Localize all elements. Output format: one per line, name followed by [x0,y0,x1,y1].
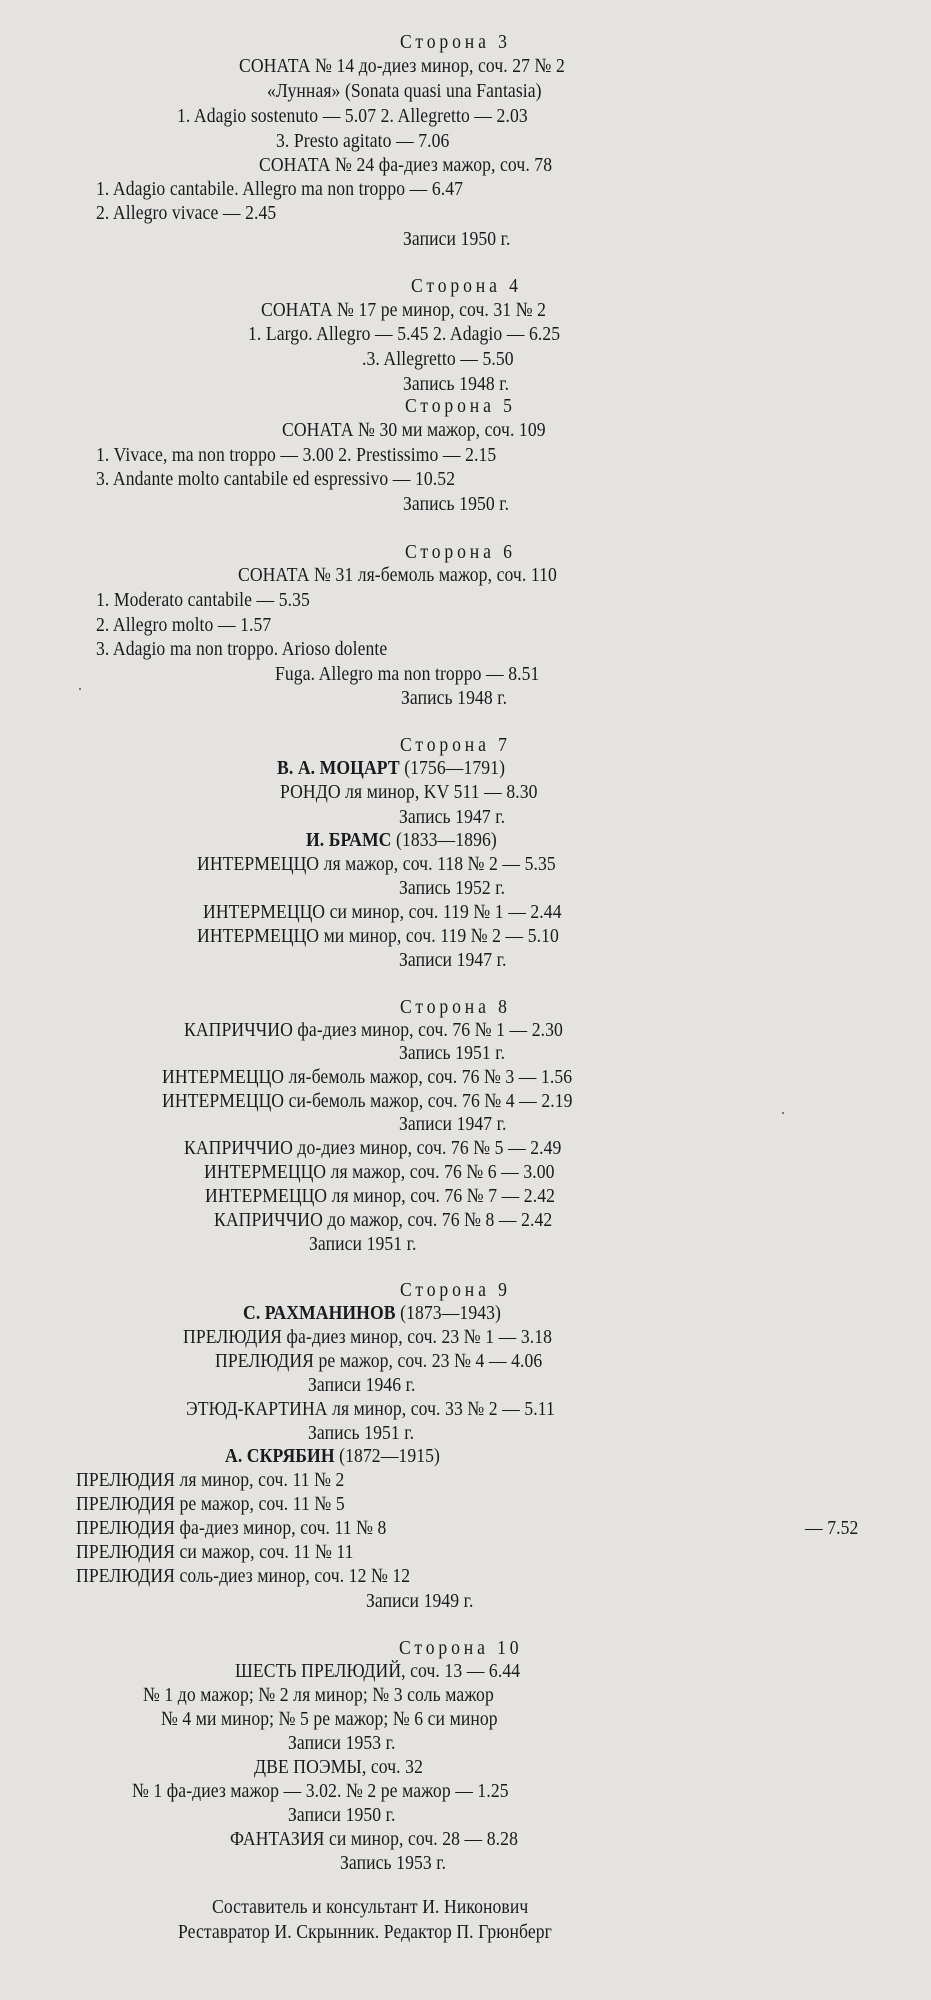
intermezzo-76-3: ИНТЕРМЕЦЦО ля-бемоль мажор, соч. 76 № 3 — 1.56 [162,1066,573,1088]
side-9-heading: Сторона 9 [400,1279,511,1301]
composer-name: А. СКРЯБИН [225,1445,335,1467]
recording-year: Записи 1946 г. [308,1374,416,1396]
side-4-heading: Сторона 4 [411,275,522,297]
prelude-23-4: ПРЕЛЮДИЯ ре мажор, соч. 23 № 4 — 4.06 [215,1350,543,1372]
etude-tableau-33-2: ЭТЮД-КАРТИНА ля минор, соч. 33 № 2 — 5.11 [186,1398,555,1420]
sonata-31-movement-1: 1. Moderato cantabile — 5.35 [96,589,310,611]
side-5-heading: Сторона 5 [405,395,516,417]
sonata-30-title: СОНАТА № 30 ми мажор, соч. 109 [282,419,546,441]
recording-year: Записи 1947 г. [399,1113,507,1135]
sonata-31-movement-2: 2. Allegro molto — 1.57 [96,614,272,636]
two-poems-details: № 1 фа-диез мажор — 3.02. № 2 ре мажор — 1.25 [132,1780,509,1802]
sonata-24-title: СОНАТА № 24 фа-диез мажор, соч. 78 [259,154,553,176]
sonata-14-movements: 1. Adagio sostenuto — 5.07 2. Allegretto — 2.03 [177,105,528,127]
recording-year: Запись 1950 г. [403,493,510,515]
composer-years: (1872—1915) [339,1445,440,1467]
sonata-31-movement-3: 3. Adagio ma non troppo. Arioso dolente [96,638,388,660]
recording-year: Записи 1950 г. [403,228,511,250]
scriabin-prelude-11-2: ПРЕЛЮДИЯ ля минор, соч. 11 № 2 [76,1469,345,1491]
sonata-30-movement-3: 3. Andante molto cantabile ed espressivo — 10.52 [96,468,456,490]
intermezzo-118-2: ИНТЕРМЕЦЦО ля мажор, соч. 118 № 2 — 5.35 [197,853,556,875]
credits-staff: Реставратор И. Скрынник. Редактор П. Грюнберг [178,1921,552,1943]
recording-year: Запись 1947 г. [399,806,506,828]
capriccio-76-1: КАПРИЧЧИО фа-диез минор, соч. 76 № 1 — 2.30 [184,1019,563,1041]
preludes-total-duration: — 7.52 [805,1517,859,1539]
scriabin-prelude-11-5: ПРЕЛЮДИЯ ре мажор, соч. 11 № 5 [76,1493,345,1515]
composer-years: (1833—1896) [395,829,497,851]
composer-name: В. А. МОЦАРТ [277,757,400,779]
recording-year: Запись 1951 г. [399,1042,506,1064]
sonata-14-subtitle: «Лунная» (Sonata quasi una Fantasia) [267,80,542,102]
composer-name: С. РАХМАНИНОВ [243,1302,396,1324]
capriccio-76-8: КАПРИЧЧИО до мажор, соч. 76 № 8 — 2.42 [214,1209,553,1231]
composer-years: (1756—1791) [404,757,506,779]
side-7-heading: Сторона 7 [400,734,511,756]
sonata-14-title: СОНАТА № 14 до-диез минор, соч. 27 № 2 [239,55,565,77]
recording-year: Записи 1951 г. [309,1233,417,1255]
composer-scriabin [225,1444,440,1468]
intermezzo-76-6: ИНТЕРМЕЦЦО ля мажор, соч. 76 № 6 — 3.00 [204,1161,555,1183]
sonata-31-fuga: Fuga. Allegro ma non troppo — 8.51 [275,663,540,685]
sonata-17-movement-3: .3. Allegretto — 5.50 [362,348,514,370]
side-10-heading: Сторона 10 [399,1637,523,1659]
sonata-31-title: СОНАТА № 31 ля-бемоль мажор, соч. 110 [238,564,557,586]
sonata-24-movement-1: 1. Adagio cantabile. Allegro ma non troppo — 6.47 [96,178,464,200]
intermezzo-76-7: ИНТЕРМЕЦЦО ля минор, соч. 76 № 7 — 2.42 [205,1185,556,1207]
six-preludes-keys-1: № 1 до мажор; № 2 ля минор; № 3 соль мажор [143,1684,494,1706]
recording-year: Запись 1951 г. [308,1422,415,1444]
intermezzo-76-4: ИНТЕРМЕЦЦО си-бемоль мажор, соч. 76 № 4 — 2.19 [162,1090,573,1112]
side-6-heading: Сторона 6 [405,541,516,563]
credits-compiler: Составитель и консультант И. Никонович [212,1896,529,1918]
intermezzo-119-2: ИНТЕРМЕЦЦО ми минор, соч. 119 № 2 — 5.10 [197,925,559,947]
recording-year: Запись 1948 г. [401,687,508,709]
intermezzo-119-1: ИНТЕРМЕЦЦО си минор, соч. 119 № 1 — 2.44 [203,901,562,923]
speck [79,688,81,690]
recording-year: Записи 1950 г. [288,1804,396,1826]
composer-rachmaninov [243,1301,501,1325]
recording-year: Запись 1948 г. [403,373,510,395]
fantasia-title: ФАНТАЗИЯ си минор, соч. 28 — 8.28 [230,1828,518,1850]
sonata-24-movement-2: 2. Allegro vivace — 2.45 [96,202,277,224]
capriccio-76-5: КАПРИЧЧИО до-диез минор, соч. 76 № 5 — 2.49 [184,1137,562,1159]
sonata-14-movement-3: 3. Presto agitato — 7.06 [276,130,450,152]
recording-year: Записи 1953 г. [288,1732,396,1754]
composer-years: (1873—1943) [400,1302,501,1324]
rondo-title: РОНДО ля минор, KV 511 — 8.30 [280,781,538,803]
recording-year: Запись 1953 г. [340,1852,447,1874]
speck [782,1112,784,1114]
scriabin-prelude-12-12: ПРЕЛЮДИЯ соль-диез минор, соч. 12 № 12 [76,1565,411,1587]
six-preludes-title: ШЕСТЬ ПРЕЛЮДИЙ, соч. 13 — 6.44 [235,1660,521,1682]
side-3-heading: Сторона 3 [400,31,511,53]
recording-year: Запись 1952 г. [399,877,506,899]
scriabin-prelude-11-11: ПРЕЛЮДИЯ си мажор, соч. 11 № 11 [76,1541,354,1563]
side-8-heading: Сторона 8 [400,996,511,1018]
six-preludes-keys-2: № 4 ми минор; № 5 ре мажор; № 6 си минор [161,1708,498,1730]
recording-year: Записи 1947 г. [399,949,507,971]
composer-mozart [277,756,505,780]
sonata-17-movements: 1. Largo. Allegro — 5.45 2. Adagio — 6.25 [248,323,561,345]
prelude-23-1: ПРЕЛЮДИЯ фа-диез минор, соч. 23 № 1 — 3.18 [183,1326,553,1348]
composer-brahms [306,828,497,852]
sonata-17-title: СОНАТА № 17 ре минор, соч. 31 № 2 [261,299,547,321]
two-poems-title: ДВЕ ПОЭМЫ, соч. 32 [254,1756,423,1778]
sonata-30-movements: 1. Vivace, ma non troppo — 3.00 2. Prestissimo — 2.15 [96,444,497,466]
recording-year: Записи 1949 г. [366,1590,474,1612]
scriabin-prelude-11-8: ПРЕЛЮДИЯ фа-диез минор, соч. 11 № 8 [76,1517,387,1539]
composer-name: И. БРАМС [306,829,392,851]
